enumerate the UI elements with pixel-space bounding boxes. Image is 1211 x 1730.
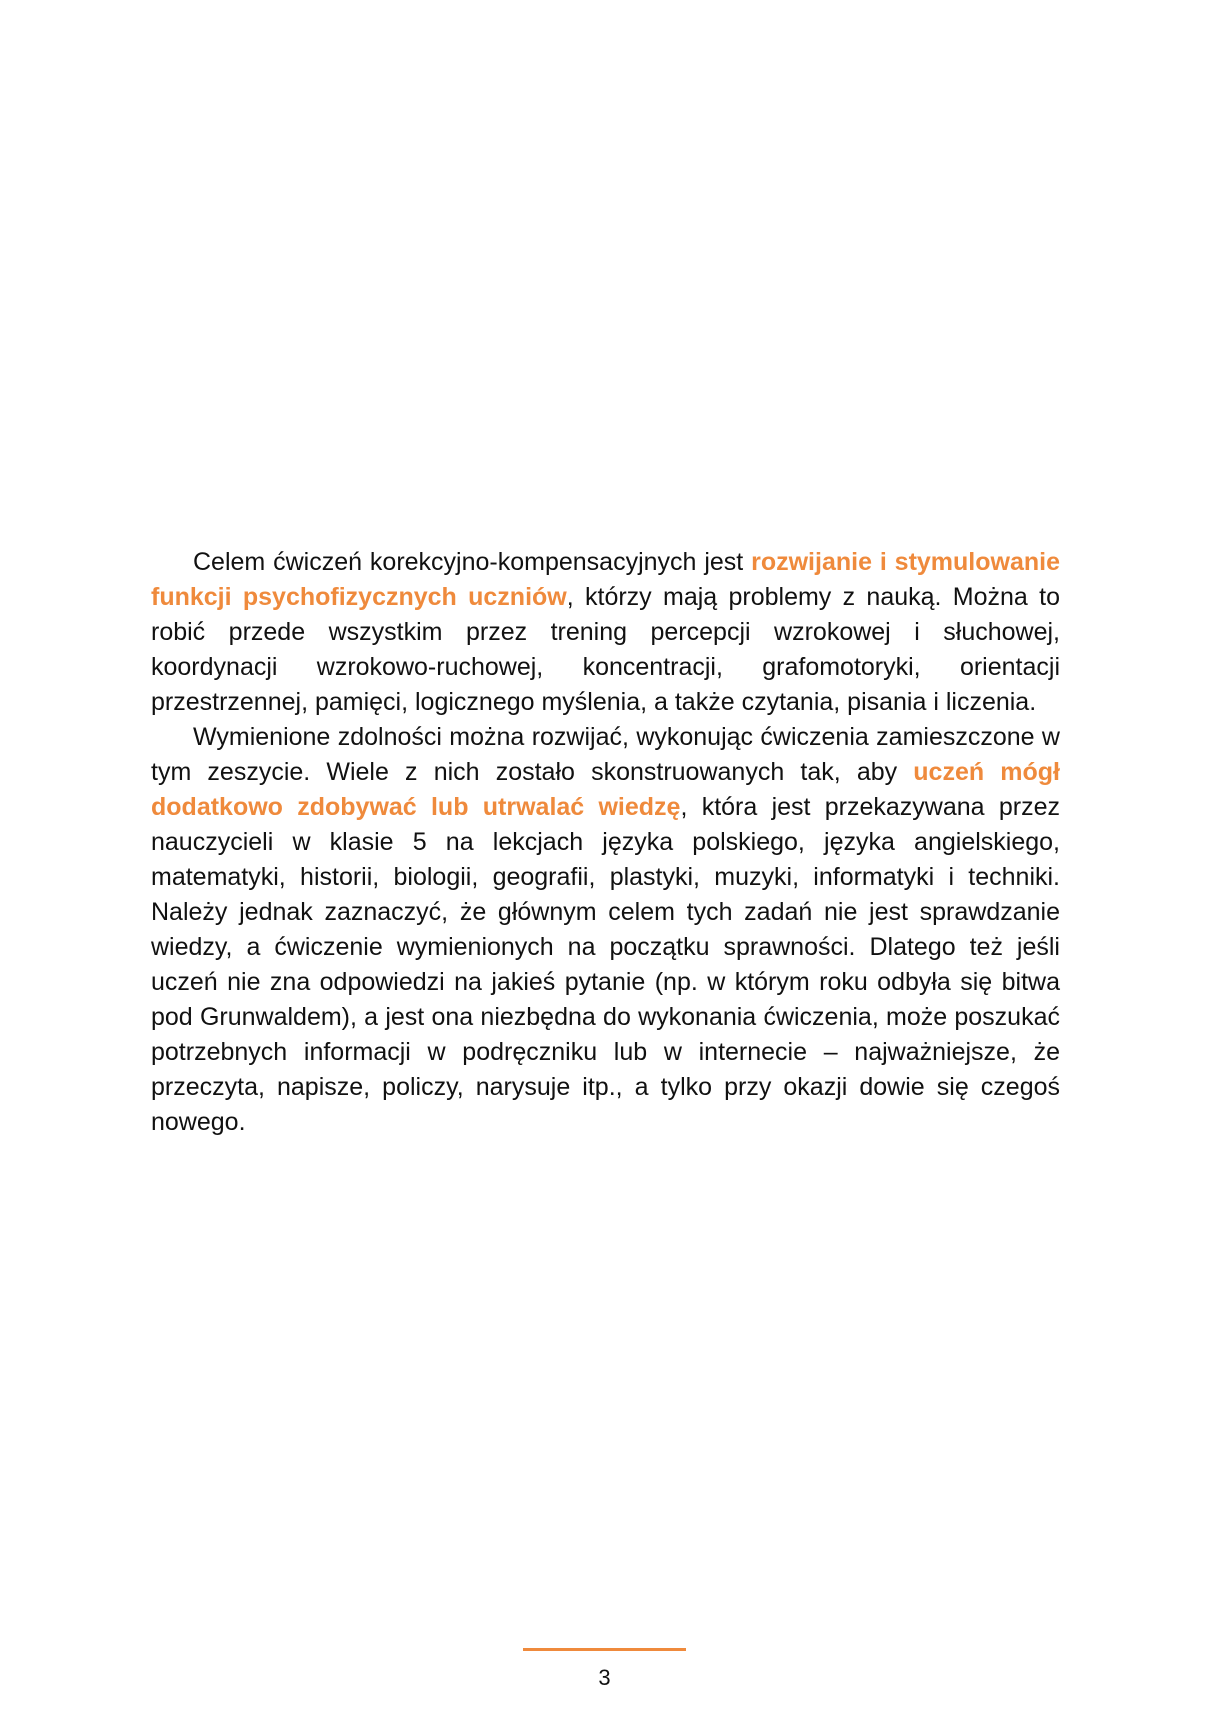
intro-highlight: rozwijanie i stymulowanie funkcji psychofizycznych uczniów [151, 548, 1060, 611]
paragraph-details [151, 720, 1060, 1140]
footer-divider [523, 1648, 686, 1651]
intro-text-continued: , którzy mają problemy z nauką. Można to robić przede wszystkim przez trening percepcji wzrokowej i słuchowej, koordynacji wzrokowo-ruchowej, koncentracji, grafomotoryki, orientacji przestrzennej, pamięci, logicznego myślenia, a także czytania, pisania i liczenia. [151, 583, 1060, 716]
intro-text: Celem ćwiczeń korekcyjno-kompensacyjnych jest [193, 548, 752, 576]
main-text [151, 545, 1060, 1140]
paragraph-intro [151, 545, 1060, 720]
details-text: Wymienione zdolności można rozwijać, wykonując ćwiczenia zamieszczone w tym zeszycie. Wiele z nich zostało skonstruowanych tak, aby [151, 723, 1060, 786]
details-highlight: uczeń mógł dodatkowo zdobywać lub utrwalać wiedzę [151, 758, 1060, 821]
page-number: 3 [598, 1665, 611, 1690]
details-text-continued: , która jest przekazywana przez nauczycieli w klasie 5 na lekcjach języka polskiego, języka angielskiego, matematyki, historii, biologii, geografii, plastyki, muzyki, informatyki i techniki. Należy jednak zaznaczyć, że głównym celem tych zadań nie jest sprawdzanie wiedzy, a ćwiczenie wymienionych na początku sprawności. Dlatego też jeśli uczeń nie zna odpowiedzi na jakieś pytanie (np. w którym roku odbyła się bitwa pod Grunwaldem), a jest ona niezbędna do wykonania ćwiczenia, może poszukać potrzebnych informacji w podręczniku lub w internecie – najważniejsze, że przeczyta, napisze, policzy, narysuje itp., a tylko przy okazji dowie się czegoś nowego. [151, 793, 1060, 1136]
